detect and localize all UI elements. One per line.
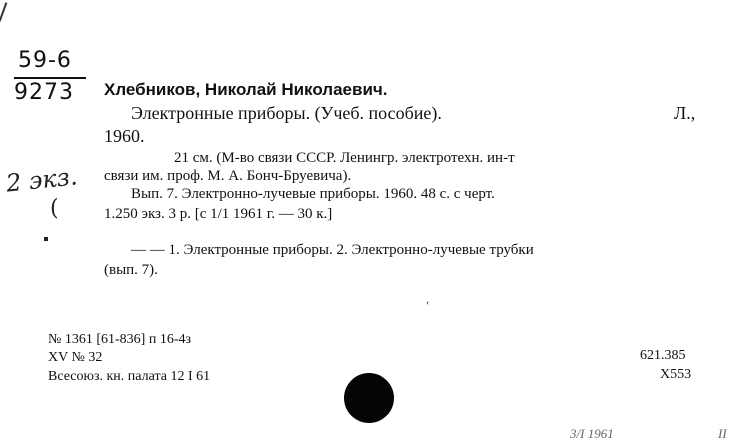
handwritten-bracket: ( — [50, 196, 59, 221]
publication-year: 1960. — [104, 126, 145, 146]
pencil-tick: ˊ — [424, 299, 436, 316]
date-stamp: 3/I 1961 — [570, 426, 614, 441]
subjects-line-1: — — 1. Электронные приборы. 2. Электронно-лучевые трубки — [131, 242, 534, 258]
series-line: XV № 32 — [48, 350, 103, 365]
book-chamber-line: Всесоюз. кн. палата 12 I 61 — [48, 369, 211, 384]
institute-line: связи им. проф. М. А. Бонч-Бруевича). — [104, 168, 352, 184]
card-corner-mark — [0, 2, 7, 21]
punch-hole — [344, 373, 394, 423]
author-heading: Хлебников, Николай Николаевич. — [104, 80, 388, 99]
udc-number: 621.385 — [640, 348, 686, 363]
book-title: Электронные приборы. (Учеб. пособие). — [131, 103, 442, 123]
shelf-mark-bottom: 9273 — [14, 80, 74, 105]
call-number: Х553 — [660, 367, 692, 382]
physical-description-line: 21 см. (М-во связи СССР. Ленингр. электротехн. ин-т — [174, 150, 515, 166]
publication-place: Л., — [674, 103, 696, 123]
subjects-line-2: (вып. 7). — [104, 262, 158, 278]
shelf-mark-top: 59-6 — [18, 48, 72, 73]
shelf-mark-rule — [14, 77, 86, 79]
stamp-mark: II — [718, 426, 727, 441]
stray-mark — [44, 237, 48, 241]
issue-line: Вып. 7. Электронно-лучевые приборы. 1960. 48 с. с черт. — [131, 186, 495, 202]
print-run-line: 1.250 экз. 3 р. [с 1/1 1961 г. — 30 к.] — [104, 206, 333, 222]
handwritten-copies-note: 2 экз. — [4, 162, 79, 198]
card-number-line: № 1361 [61-836] п 16-4з — [48, 332, 192, 347]
